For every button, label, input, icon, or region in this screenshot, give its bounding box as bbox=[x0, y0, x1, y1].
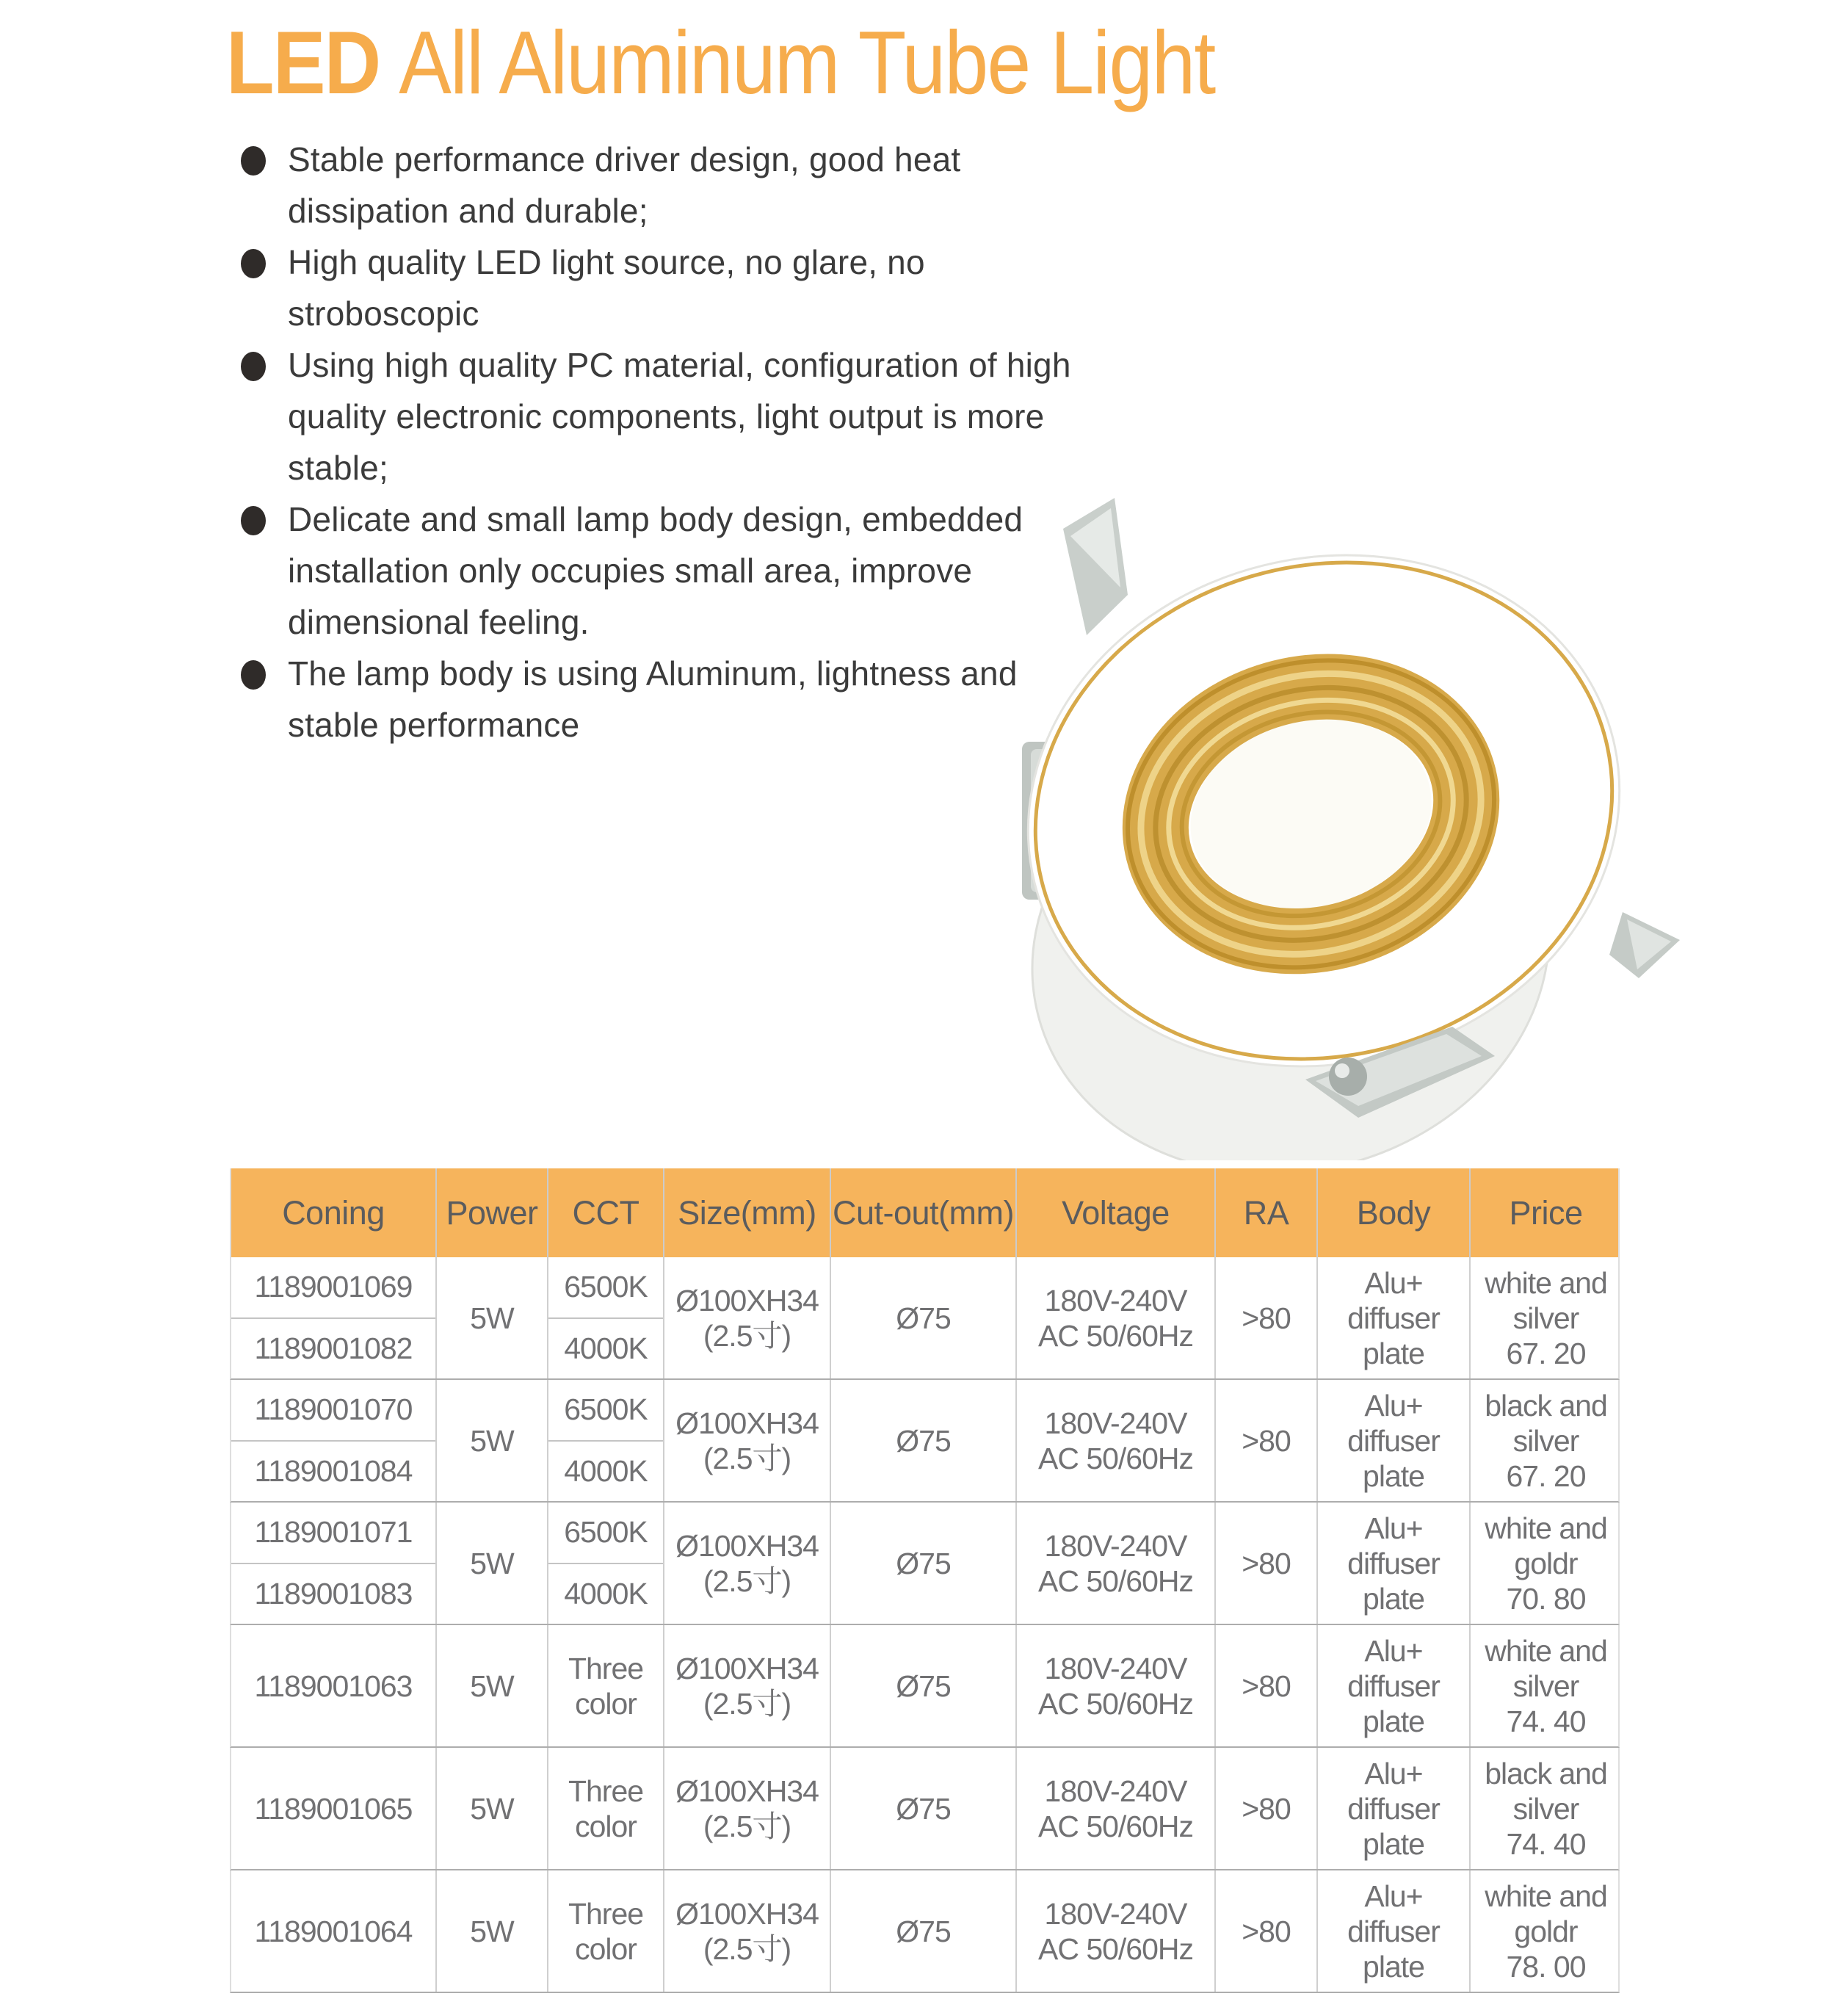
cell-line: Ø75 bbox=[896, 1546, 951, 1580]
bullet-icon bbox=[241, 146, 266, 176]
table-cell bbox=[547, 1625, 663, 1746]
table-cell bbox=[830, 1625, 1015, 1746]
table-cell bbox=[231, 1625, 435, 1746]
table-cell bbox=[1316, 1625, 1469, 1746]
cell-line: >80 bbox=[1242, 1301, 1291, 1335]
cell-line: >80 bbox=[1242, 1423, 1291, 1458]
cell-line: 180V-240V bbox=[1044, 1406, 1187, 1440]
table-cell bbox=[663, 1625, 830, 1746]
table-cell bbox=[231, 1257, 435, 1378]
cell-line: Ø100XH34 bbox=[675, 1528, 819, 1563]
spec-table-body bbox=[230, 1257, 1620, 1993]
cell-line: goldr bbox=[1514, 1546, 1578, 1580]
cell-line: 5W bbox=[470, 1546, 514, 1580]
table-cell bbox=[830, 1257, 1015, 1378]
cell-line: Ø75 bbox=[896, 1791, 951, 1826]
spec-table-header bbox=[230, 1168, 1620, 1257]
table-cell bbox=[1015, 1625, 1214, 1746]
table-cell bbox=[435, 1625, 547, 1746]
cell-line: 6500K bbox=[548, 1380, 663, 1442]
feature-item bbox=[241, 134, 1107, 236]
cell-line: Ø75 bbox=[896, 1914, 951, 1948]
cell-line: black and bbox=[1485, 1388, 1607, 1422]
table-row bbox=[230, 1380, 1620, 1503]
bullet-icon bbox=[241, 249, 266, 278]
feature-text: Using high quality PC material, configuration of high quality electronic components, light output is more stable; bbox=[288, 346, 1071, 487]
cell-line: 78. 00 bbox=[1506, 1949, 1586, 1984]
cell-line: 4000K bbox=[564, 1331, 648, 1365]
cell-line: Ø100XH34 bbox=[675, 1774, 819, 1808]
table-cell bbox=[1316, 1380, 1469, 1501]
table-cell bbox=[1469, 1380, 1621, 1501]
table-cell bbox=[663, 1748, 830, 1869]
table-row bbox=[230, 1625, 1620, 1748]
table-cell bbox=[435, 1257, 547, 1378]
table-cell bbox=[1469, 1625, 1621, 1746]
cell-line: Alu+ bbox=[1364, 1388, 1423, 1422]
cell-line: 5W bbox=[470, 1423, 514, 1458]
cell-line: 1189001071 bbox=[231, 1503, 435, 1564]
table-cell bbox=[663, 1870, 830, 1992]
feature-item bbox=[241, 339, 1107, 494]
table-cell bbox=[830, 1503, 1015, 1624]
cell-line: Alu+ bbox=[1364, 1265, 1423, 1300]
table-cell bbox=[547, 1870, 663, 1992]
cell-line: diffuser bbox=[1347, 1791, 1440, 1826]
cell-line: diffuser bbox=[1347, 1669, 1440, 1703]
cell-line: white and bbox=[1485, 1511, 1607, 1545]
table-cell bbox=[547, 1503, 663, 1624]
cell-line: 180V-240V bbox=[1044, 1283, 1187, 1317]
table-cell bbox=[1316, 1257, 1469, 1378]
cell-line: AC 50/60Hz bbox=[1037, 1318, 1194, 1353]
table-cell bbox=[1015, 1257, 1214, 1378]
cell-line: plate bbox=[1363, 1826, 1424, 1861]
table-cell bbox=[435, 1748, 547, 1869]
cell-line: (2.5寸) bbox=[703, 1931, 791, 1966]
table-cell bbox=[547, 1257, 663, 1378]
cell-line: Ø100XH34 bbox=[675, 1651, 819, 1685]
cell-line: plate bbox=[1363, 1458, 1424, 1493]
table-cell bbox=[1469, 1503, 1621, 1624]
table-cell bbox=[1214, 1380, 1316, 1501]
table-cell bbox=[1214, 1503, 1316, 1624]
cell-line: AC 50/60Hz bbox=[1037, 1441, 1194, 1475]
table-cell bbox=[1316, 1870, 1469, 1992]
cell-line: (2.5寸) bbox=[703, 1686, 791, 1721]
cell-line: >80 bbox=[1242, 1669, 1291, 1703]
cell-line: 6500K bbox=[548, 1503, 663, 1564]
mounting-clip-top-left bbox=[1063, 498, 1128, 635]
cell-line: 6500K bbox=[548, 1257, 663, 1319]
table-cell bbox=[1015, 1870, 1214, 1992]
cell-line: Alu+ bbox=[1364, 1633, 1423, 1668]
cell-line: Three bbox=[568, 1896, 644, 1931]
table-cell bbox=[663, 1380, 830, 1501]
bullet-icon bbox=[241, 660, 266, 690]
cell-line: Alu+ bbox=[1364, 1879, 1423, 1913]
table-row bbox=[230, 1257, 1620, 1380]
cell-line: Ø100XH34 bbox=[675, 1896, 819, 1931]
cell-line: white and bbox=[1485, 1265, 1607, 1300]
header-cell-price: Price bbox=[1469, 1168, 1621, 1257]
cell-line: color bbox=[575, 1686, 637, 1721]
header-cell-body: Body bbox=[1316, 1168, 1469, 1257]
table-row bbox=[230, 1748, 1620, 1870]
table-cell bbox=[1316, 1748, 1469, 1869]
cell-line: 1189001082 bbox=[254, 1331, 413, 1365]
table-cell bbox=[1469, 1870, 1621, 1992]
cell-line: Ø100XH34 bbox=[675, 1406, 819, 1440]
cell-line: diffuser bbox=[1347, 1423, 1440, 1458]
cell-line: 5W bbox=[470, 1914, 514, 1948]
cell-line: Ø75 bbox=[896, 1423, 951, 1458]
cell-line: 1189001069 bbox=[231, 1257, 435, 1319]
cell-line: >80 bbox=[1242, 1791, 1291, 1826]
page-title bbox=[226, 7, 1214, 118]
table-cell bbox=[1214, 1748, 1316, 1869]
mounting-clip-right bbox=[1609, 912, 1680, 978]
cell-line: 74. 40 bbox=[1506, 1704, 1586, 1738]
cell-line: Ø75 bbox=[896, 1669, 951, 1703]
product-photo bbox=[976, 485, 1681, 1160]
cell-line: (2.5寸) bbox=[703, 1563, 791, 1598]
header-cell-size: Size(mm) bbox=[663, 1168, 830, 1257]
cell-line: AC 50/60Hz bbox=[1037, 1931, 1194, 1966]
cell-line: 1189001070 bbox=[231, 1380, 435, 1442]
page-title-led: LED bbox=[226, 12, 380, 112]
table-cell bbox=[1015, 1380, 1214, 1501]
cell-line: 4000K bbox=[564, 1453, 648, 1488]
cell-line: Alu+ bbox=[1364, 1756, 1423, 1790]
table-cell bbox=[435, 1380, 547, 1501]
table-cell bbox=[1015, 1748, 1214, 1869]
feature-text: Delicate and small lamp body design, embedded installation only occupies small area, improve dimensional feeling. bbox=[288, 500, 1023, 641]
cell-line: black and bbox=[1485, 1756, 1607, 1790]
cell-line: (2.5寸) bbox=[703, 1441, 791, 1475]
cell-line: >80 bbox=[1242, 1546, 1291, 1580]
cell-line: >80 bbox=[1242, 1914, 1291, 1948]
table-cell bbox=[830, 1870, 1015, 1992]
cell-line: 67. 20 bbox=[1506, 1336, 1586, 1370]
table-row bbox=[230, 1503, 1620, 1625]
table-cell bbox=[1214, 1257, 1316, 1378]
cell-line: color bbox=[575, 1931, 637, 1966]
header-cell-cutout: Cut-out(mm) bbox=[830, 1168, 1015, 1257]
cell-line: 5W bbox=[470, 1669, 514, 1703]
table-cell bbox=[435, 1870, 547, 1992]
table-cell bbox=[1469, 1257, 1621, 1378]
table-cell bbox=[547, 1380, 663, 1501]
cell-line: plate bbox=[1363, 1581, 1424, 1616]
cell-line: (2.5寸) bbox=[703, 1318, 791, 1353]
table-row bbox=[230, 1870, 1620, 1993]
table-cell bbox=[231, 1748, 435, 1869]
table-cell bbox=[547, 1748, 663, 1869]
feature-text: Stable performance driver design, good heat dissipation and durable; bbox=[288, 140, 961, 230]
table-cell bbox=[663, 1257, 830, 1378]
feature-item bbox=[241, 236, 1107, 339]
cell-line: silver bbox=[1512, 1791, 1579, 1826]
cell-line: AC 50/60Hz bbox=[1037, 1686, 1194, 1721]
cell-line: 180V-240V bbox=[1044, 1528, 1187, 1563]
cell-line: 1189001064 bbox=[254, 1914, 413, 1948]
cell-line: 1189001083 bbox=[254, 1576, 413, 1610]
header-cell-coning: Coning bbox=[282, 1193, 385, 1232]
cell-line: 1189001063 bbox=[254, 1669, 413, 1703]
cell-line: plate bbox=[1363, 1949, 1424, 1984]
cell-line: Alu+ bbox=[1364, 1511, 1423, 1545]
cell-line: goldr bbox=[1514, 1914, 1578, 1948]
cell-line: 180V-240V bbox=[1044, 1774, 1187, 1808]
cell-line: 5W bbox=[470, 1791, 514, 1826]
cell-line: diffuser bbox=[1347, 1914, 1440, 1948]
cell-line: 5W bbox=[470, 1301, 514, 1335]
page-title-rest: All Aluminum Tube Light bbox=[399, 12, 1215, 112]
cell-line: 180V-240V bbox=[1044, 1896, 1187, 1931]
header-cell-cct: CCT bbox=[547, 1168, 663, 1257]
cell-line: silver bbox=[1512, 1301, 1579, 1335]
cell-line: 4000K bbox=[564, 1576, 648, 1610]
header-cell-ra: RA bbox=[1214, 1168, 1316, 1257]
cell-line: diffuser bbox=[1347, 1301, 1440, 1335]
cell-line: 74. 40 bbox=[1506, 1826, 1586, 1861]
header-cell-voltage: Voltage bbox=[1015, 1168, 1214, 1257]
header-cell-power: Power bbox=[435, 1168, 547, 1257]
table-cell bbox=[1015, 1503, 1214, 1624]
feature-text: High quality LED light source, no glare, no stroboscopic bbox=[288, 243, 925, 333]
cell-line: plate bbox=[1363, 1336, 1424, 1370]
cell-line: AC 50/60Hz bbox=[1037, 1563, 1194, 1598]
cell-line: AC 50/60Hz bbox=[1037, 1809, 1194, 1843]
table-cell bbox=[1214, 1870, 1316, 1992]
cell-line: 1189001084 bbox=[254, 1453, 413, 1488]
cell-line: 70. 80 bbox=[1506, 1581, 1586, 1616]
table-cell bbox=[1316, 1503, 1469, 1624]
table-cell bbox=[1469, 1748, 1621, 1869]
cell-line: color bbox=[575, 1809, 637, 1843]
cell-line: Ø75 bbox=[896, 1301, 951, 1335]
cell-line: 180V-240V bbox=[1044, 1651, 1187, 1685]
cell-line: diffuser bbox=[1347, 1546, 1440, 1580]
table-cell bbox=[231, 1870, 435, 1992]
cell-line: white and bbox=[1485, 1879, 1607, 1913]
cell-line: silver bbox=[1512, 1423, 1579, 1458]
bullet-icon bbox=[241, 506, 266, 535]
table-cell bbox=[830, 1748, 1015, 1869]
cell-line: (2.5寸) bbox=[703, 1809, 791, 1843]
cell-line: 1189001065 bbox=[254, 1791, 413, 1826]
cell-line: silver bbox=[1512, 1669, 1579, 1703]
cell-line: Three bbox=[568, 1774, 644, 1808]
cell-line: Three bbox=[568, 1651, 644, 1685]
table-cell bbox=[231, 1503, 435, 1624]
table-cell bbox=[830, 1380, 1015, 1501]
cell-line: white and bbox=[1485, 1633, 1607, 1668]
feature-text: The lamp body is using Aluminum, lightness and stable performance bbox=[288, 654, 1018, 744]
spec-table bbox=[230, 1168, 1620, 1993]
cell-line: Ø100XH34 bbox=[675, 1283, 819, 1317]
table-cell bbox=[1214, 1625, 1316, 1746]
table-cell bbox=[435, 1503, 547, 1624]
cell-line: plate bbox=[1363, 1704, 1424, 1738]
table-cell bbox=[663, 1503, 830, 1624]
table-cell bbox=[231, 1380, 435, 1501]
cell-line: 67. 20 bbox=[1506, 1458, 1586, 1493]
bullet-icon bbox=[241, 352, 266, 381]
